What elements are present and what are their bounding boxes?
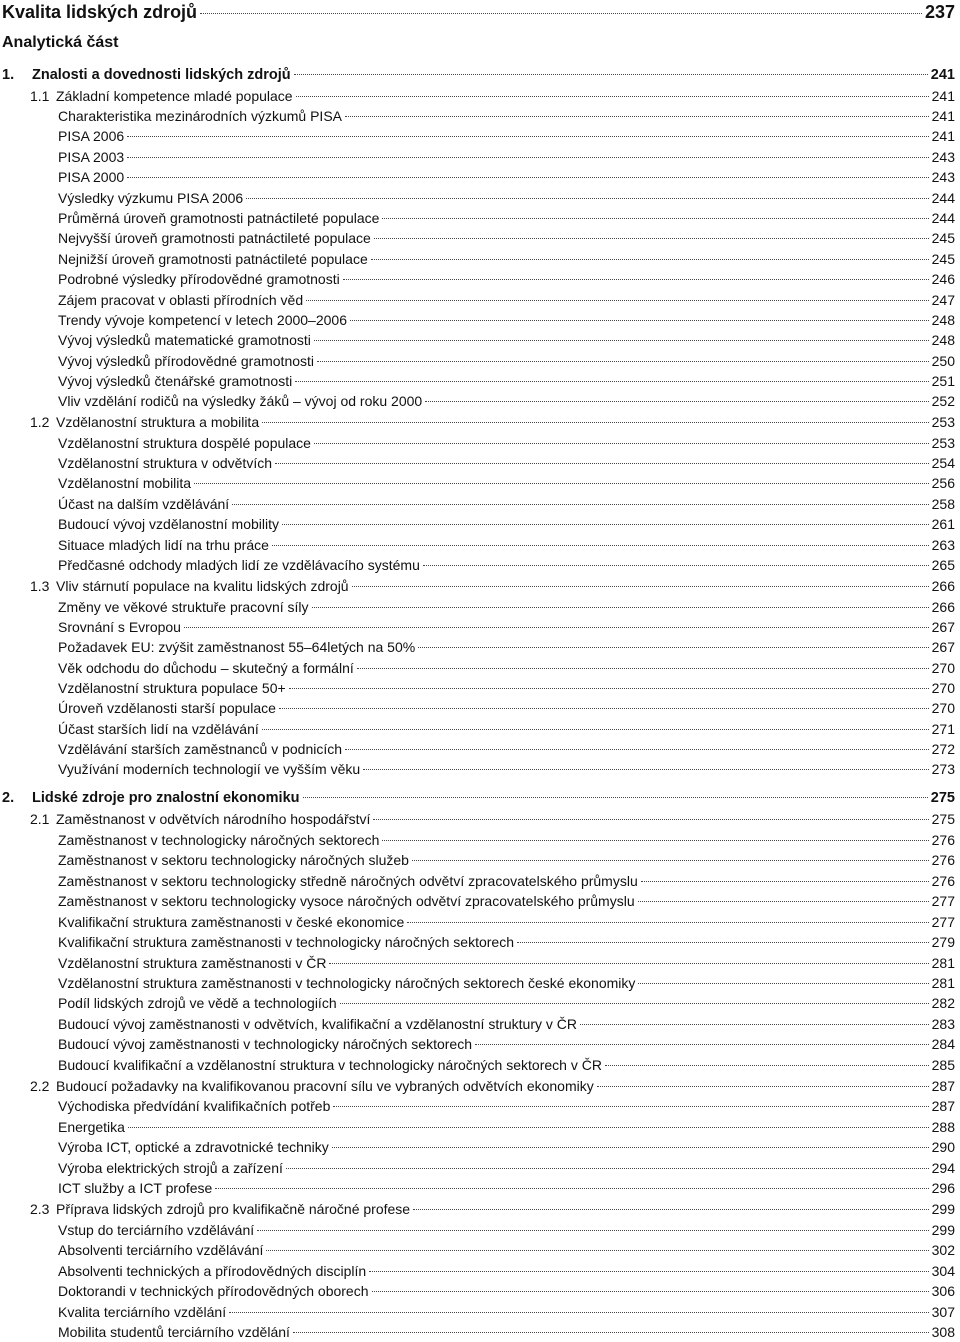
dot-leader	[357, 668, 929, 669]
toc-entry-title: Vzdělávání starších zaměstnanců v podnicích	[58, 741, 343, 757]
toc-entry[interactable]	[58, 993, 955, 1013]
dot-leader	[638, 901, 929, 902]
dot-leader	[374, 238, 929, 239]
toc-entry-title: Výsledky výzkumu PISA 2006	[58, 190, 244, 206]
toc-entry-title: Znalosti a dovednosti lidských zdrojů	[32, 67, 291, 83]
toc-entry-title: Příprava lidských zdrojů pro kvalifikačně náročné profese	[56, 1201, 411, 1217]
toc-entry-page: 306	[931, 1283, 955, 1299]
dot-leader	[127, 177, 928, 178]
toc-entry-title: Lidské zdroje pro znalostní ekonomiku	[32, 790, 300, 806]
toc-entry[interactable]	[30, 1199, 955, 1219]
toc-entry-title: Účast starších lidí na vzdělávání	[58, 721, 259, 737]
toc-entry[interactable]	[58, 698, 955, 718]
toc-entry[interactable]	[58, 953, 955, 973]
dot-leader	[517, 942, 929, 943]
toc-entry[interactable]	[58, 759, 955, 779]
toc-entry[interactable]	[58, 514, 955, 534]
toc-entry[interactable]	[30, 576, 955, 596]
toc-entry-page: 250	[931, 353, 955, 369]
toc-entry-page: 273	[931, 761, 955, 777]
toc-entry-page: 287	[931, 1078, 955, 1094]
toc-entry[interactable]	[58, 310, 955, 330]
dot-leader	[127, 157, 928, 158]
toc-entry-title: Kvalita lidských zdrojů	[2, 2, 198, 22]
toc-entry-page: 244	[931, 210, 955, 226]
toc-entry[interactable]	[58, 1034, 955, 1054]
toc-entry-page: 253	[931, 414, 955, 430]
toc-entry[interactable]	[58, 932, 955, 952]
dot-leader	[407, 922, 928, 923]
toc-entry[interactable]	[58, 453, 955, 473]
toc-entry[interactable]	[30, 412, 955, 432]
dot-leader	[605, 1065, 929, 1066]
toc-entry-title: ICT služby a ICT profese	[58, 1180, 213, 1196]
toc-entry-title: Vývoj výsledků čtenářské gramotnosti	[58, 373, 293, 389]
toc-entry-title: Zaměstnanost v sektoru technologicky vysoce náročných odvětví zpracovatelského průmyslu	[58, 893, 635, 909]
toc-entry[interactable]	[58, 1220, 955, 1240]
toc-entry-title: Úroveň vzdělanosti starší populace	[58, 700, 276, 716]
toc-entry[interactable]	[58, 106, 955, 126]
toc-entry-page: 281	[931, 955, 955, 971]
toc-entry-page: 299	[931, 1201, 955, 1217]
dot-leader	[312, 607, 929, 608]
toc-entry[interactable]	[58, 912, 955, 932]
toc-entry[interactable]	[2, 0, 955, 24]
toc-entry[interactable]	[2, 788, 955, 808]
dot-leader	[127, 136, 928, 137]
toc-entry-page: 288	[931, 1119, 955, 1135]
dot-leader	[262, 729, 929, 730]
toc-entry-page: 243	[931, 169, 955, 185]
dot-leader	[333, 1106, 928, 1107]
toc-entry[interactable]	[58, 494, 955, 514]
dot-leader	[295, 381, 928, 382]
toc-entry-page: 245	[931, 251, 955, 267]
toc-entry-title: Kvalifikační struktura zaměstnanosti v české ekonomice	[58, 914, 405, 930]
toc-entry-title: Mobilita studentů terciárního vzdělání	[58, 1324, 290, 1340]
toc-entry[interactable]	[58, 1014, 955, 1034]
toc-entry-title: Energetika	[58, 1119, 125, 1135]
toc-entry-title: Absolventi terciárního vzdělávání	[58, 1242, 264, 1258]
toc-entry-title: Podrobné výsledky přírodovědné gramotnosti	[58, 271, 340, 287]
dot-leader	[272, 545, 929, 546]
toc-entry-page: 248	[931, 312, 955, 328]
toc-entry-page: 266	[931, 578, 955, 594]
toc-entry-title: Srovnání s Evropou	[58, 619, 181, 635]
toc-entry-title: Budoucí vývoj vzdělanostní mobility	[58, 516, 279, 532]
dot-leader	[314, 443, 929, 444]
toc-entry-title: Výroba ICT, optické a zdravotnické techniky	[58, 1139, 329, 1155]
toc-entry-page: 253	[931, 435, 955, 451]
toc-entry-page: 248	[931, 332, 955, 348]
toc-entry-page: 277	[931, 914, 955, 930]
toc-entry-number: 1.1	[30, 88, 50, 104]
toc-entry-title: Věk odchodu do důchodu – skutečný a formální	[58, 660, 354, 676]
toc-entry[interactable]	[58, 290, 955, 310]
dot-leader	[352, 586, 929, 587]
toc-entry-page: 244	[931, 190, 955, 206]
toc-entry-title: Účast na dalším vzdělávání	[58, 496, 230, 512]
toc-entry[interactable]	[58, 830, 955, 850]
toc-entry-title: Zaměstnanost v odvětvích národního hospodářství	[56, 811, 371, 827]
toc-entry-page: 282	[931, 995, 955, 1011]
toc-entry[interactable]	[58, 1178, 955, 1198]
toc-entry-number: 2.	[2, 790, 15, 806]
toc-entry[interactable]	[58, 473, 955, 493]
toc-entry[interactable]	[58, 1281, 955, 1301]
dot-leader	[128, 1127, 929, 1128]
toc-entry-title: Vstup do terciárního vzdělávání	[58, 1222, 255, 1238]
dot-leader	[229, 1312, 929, 1313]
toc-entry-page: 296	[931, 1180, 955, 1196]
toc-entry[interactable]	[58, 555, 955, 575]
toc-entry[interactable]	[58, 535, 955, 555]
toc-entry-title: Budoucí vývoj zaměstnanosti v technologicky náročných sektorech	[58, 1036, 472, 1052]
toc-entry-page: 245	[931, 230, 955, 246]
dot-leader	[275, 463, 929, 464]
toc-entry-page: 243	[931, 149, 955, 165]
toc-entry-page: 270	[931, 700, 955, 716]
toc-entry[interactable]	[58, 188, 955, 208]
toc-entry[interactable]	[30, 86, 955, 106]
dot-leader	[580, 1024, 929, 1025]
toc-entry-page: 283	[931, 1016, 955, 1032]
dot-leader	[306, 300, 929, 301]
toc-entry[interactable]	[58, 371, 955, 391]
toc-entry-page: 307	[931, 1304, 955, 1320]
toc-entry[interactable]	[58, 658, 955, 678]
dot-leader	[294, 74, 928, 75]
toc-entry-title: Absolventi technických a přírodovědných disciplín	[58, 1263, 367, 1279]
toc-entry-title: Analytická část	[2, 34, 119, 51]
toc-entry-title: Vzdělanostní struktura zaměstnanosti v technologicky náročných sektorech české ekonomiky	[58, 975, 636, 991]
toc-entry-page: 284	[931, 1036, 955, 1052]
dot-leader	[317, 361, 929, 362]
dot-leader	[412, 860, 929, 861]
toc-entry[interactable]	[58, 1240, 955, 1260]
toc-entry-page: 241	[931, 128, 955, 144]
dot-leader	[363, 769, 928, 770]
dot-leader	[413, 1209, 929, 1210]
toc-entry-title: Situace mladých lidí na trhu práce	[58, 537, 269, 553]
dot-leader	[382, 218, 928, 219]
toc-entry-title: Vzdělanostní struktura v odvětvích	[58, 455, 272, 471]
toc-entry[interactable]	[58, 228, 955, 248]
toc-entry[interactable]	[58, 167, 955, 187]
toc-entry-number: 1.3	[30, 578, 50, 594]
toc-entry-title: Východiska předvídání kvalifikačních potřeb	[58, 1098, 331, 1114]
toc-entry-title: Doktorandi v technických přírodovědných oborech	[58, 1283, 369, 1299]
toc-entry-page: 241	[931, 108, 955, 124]
toc-entry[interactable]	[58, 973, 955, 993]
dot-leader	[373, 819, 928, 820]
toc-entry-title: Budoucí kvalifikační a vzdělanostní struktura v technologicky náročných sektorech v ČR	[58, 1057, 602, 1073]
toc-entry[interactable]	[58, 1117, 955, 1137]
toc-entry-number: 2.2	[30, 1078, 50, 1094]
toc-entry[interactable]	[58, 249, 955, 269]
toc-entry-title: Vzdělanostní struktura zaměstnanosti v ČR	[58, 955, 327, 971]
toc-entry-title: Změny ve věkové struktuře pracovní síly	[58, 599, 309, 615]
toc-entry-title: Zájem pracovat v oblasti přírodních věd	[58, 292, 304, 308]
dot-leader	[289, 688, 929, 689]
toc-entry-page: 276	[931, 852, 955, 868]
toc-entry-page: 270	[931, 680, 955, 696]
toc-entry-page: 276	[931, 832, 955, 848]
toc-entry[interactable]	[58, 1137, 955, 1157]
dot-leader	[343, 279, 929, 280]
toc-entry[interactable]	[58, 1096, 955, 1116]
toc-entry-page: 276	[931, 873, 955, 889]
dot-leader	[597, 1086, 929, 1087]
toc-entry[interactable]	[58, 1261, 955, 1281]
toc-entry-page: 275	[931, 811, 955, 827]
toc-entry-page: 241	[930, 67, 955, 83]
toc-entry[interactable]	[58, 1055, 955, 1075]
toc-entry-title: Předčasné odchody mladých lidí ze vzdělávacího systému	[58, 557, 420, 573]
toc-entry[interactable]	[58, 617, 955, 637]
toc-entry-title: Kvalita terciárního vzdělání	[58, 1304, 227, 1320]
toc-entry-page: 308	[931, 1324, 955, 1340]
toc-entry[interactable]	[58, 147, 955, 167]
toc-entry-title: Zaměstnanost v technologicky náročných sektorech	[58, 832, 380, 848]
toc-entry-title: Vývoj výsledků přírodovědné gramotnosti	[58, 353, 315, 369]
toc-entry-title: Využívání moderních technologií ve vyšším věku	[58, 761, 361, 777]
dot-leader	[262, 422, 929, 423]
dot-leader	[638, 983, 928, 984]
toc-entry-page: 265	[931, 557, 955, 573]
dot-leader	[184, 627, 929, 628]
dot-leader	[279, 708, 929, 709]
toc-entry-page: 251	[931, 373, 955, 389]
dot-leader	[371, 259, 929, 260]
toc-entry-page: 237	[924, 2, 955, 22]
toc-entry-title: Kvalifikační struktura zaměstnanosti v technologicky náročných sektorech	[58, 934, 514, 950]
toc-entry[interactable]	[58, 351, 955, 371]
toc-entry-title: Vzdělanostní struktura dospělé populace	[58, 435, 311, 451]
toc-entry-page: 263	[931, 537, 955, 553]
toc-entry-page: 270	[931, 660, 955, 676]
toc-entry-page: 272	[931, 741, 955, 757]
toc-entry[interactable]	[58, 126, 955, 146]
toc-entry-title: Vliv vzdělání rodičů na výsledky žáků – vývoj od roku 2000	[58, 393, 423, 409]
toc-entry-title: Zaměstnanost v sektoru technologicky náročných služeb	[58, 852, 409, 868]
toc-entry-page: 304	[931, 1263, 955, 1279]
toc-entry-title: Požadavek EU: zvýšit zaměstnanost 55–64letých na 50%	[58, 639, 416, 655]
toc-entry-page: 271	[931, 721, 955, 737]
toc-entry-title: Charakteristika mezinárodních výzkumů PISA	[58, 108, 342, 124]
toc-entry-title: Podíl lidských zdrojů ve vědě a technologiích	[58, 995, 337, 1011]
toc-entry-number: 1.	[2, 67, 15, 83]
dot-leader	[418, 647, 928, 648]
toc-entry-page: 267	[931, 639, 955, 655]
toc-entry[interactable]	[2, 65, 955, 85]
toc-entry-page: 285	[931, 1057, 955, 1073]
dot-leader	[345, 749, 929, 750]
dot-leader	[340, 1003, 929, 1004]
dot-leader	[475, 1044, 929, 1045]
toc-entry-title: Vzdělanostní struktura a mobilita	[56, 414, 260, 430]
toc-entry-number: 2.1	[30, 811, 50, 827]
toc-entry-page: 254	[931, 455, 955, 471]
dot-leader	[369, 1271, 928, 1272]
toc-entry-title: PISA 2006	[58, 128, 125, 144]
toc-entry-page: 277	[931, 893, 955, 909]
toc-entry[interactable]	[58, 208, 955, 228]
toc-entry-page: 247	[931, 292, 955, 308]
toc-entry-title: Nejnižší úroveň gramotnosti patnáctileté populace	[58, 251, 368, 267]
toc-entry-page: 256	[931, 475, 955, 491]
toc-entry-title: Vývoj výsledků matematické gramotnosti	[58, 332, 311, 348]
dot-leader	[345, 116, 929, 117]
toc-entry[interactable]	[58, 391, 955, 411]
toc-entry[interactable]	[58, 891, 955, 911]
dot-leader	[350, 320, 929, 321]
toc-entry-title: Vliv stárnutí populace na kvalitu lidských zdrojů	[56, 578, 349, 594]
toc-entry[interactable]	[2, 33, 955, 53]
dot-leader	[194, 483, 929, 484]
toc-entry-page: 275	[930, 790, 955, 806]
toc-entry-title: Základní kompetence mladé populace	[56, 88, 293, 104]
toc-entry-page: 279	[931, 934, 955, 950]
dot-leader	[423, 565, 929, 566]
toc-entry-page: 290	[931, 1139, 955, 1155]
dot-leader	[296, 96, 929, 97]
toc-entry[interactable]	[58, 850, 955, 870]
toc-entry[interactable]	[58, 269, 955, 289]
dot-leader	[246, 198, 928, 199]
toc-entry[interactable]	[58, 739, 955, 759]
toc-entry-title: PISA 2003	[58, 149, 125, 165]
dot-leader	[200, 13, 922, 14]
dot-leader	[293, 1332, 929, 1333]
toc-entry-page: 267	[931, 619, 955, 635]
dot-leader	[382, 840, 928, 841]
toc-entry[interactable]	[30, 1076, 955, 1096]
toc-entry-page: 299	[931, 1222, 955, 1238]
toc-entry[interactable]	[58, 637, 955, 657]
dot-leader	[332, 1147, 929, 1148]
toc-entry[interactable]	[58, 871, 955, 891]
dot-leader	[641, 881, 929, 882]
toc-entry-title: Nejvyšší úroveň gramotnosti patnáctileté populace	[58, 230, 371, 246]
toc-entry-title: Zaměstnanost v sektoru technologicky středně náročných odvětví zpracovatelského průmyslu	[58, 873, 638, 889]
dot-leader	[257, 1230, 929, 1231]
toc-entry-title: Vzdělanostní mobilita	[58, 475, 192, 491]
toc-entry-page: 302	[931, 1242, 955, 1258]
toc-entry-page: 261	[931, 516, 955, 532]
toc-entry-title: Budoucí vývoj zaměstnanosti v odvětvích, kvalifikační a vzdělanostní struktury v ČR	[58, 1016, 578, 1032]
dot-leader	[282, 524, 929, 525]
toc-entry-title: Vzdělanostní struktura populace 50+	[58, 680, 286, 696]
toc-entry-number: 1.2	[30, 414, 50, 430]
dot-leader	[286, 1168, 929, 1169]
toc-entry-page: 246	[931, 271, 955, 287]
toc-entry[interactable]	[58, 1158, 955, 1178]
dot-leader	[372, 1291, 929, 1292]
dot-leader	[266, 1250, 928, 1251]
dot-leader	[303, 797, 928, 798]
toc-entry[interactable]	[58, 597, 955, 617]
dot-leader	[425, 401, 928, 402]
toc-entry-page: 294	[931, 1160, 955, 1176]
dot-leader	[232, 504, 928, 505]
toc-entry-number: 2.3	[30, 1201, 50, 1217]
toc-entry[interactable]	[58, 433, 955, 453]
toc-entry-title: Průměrná úroveň gramotnosti patnáctileté populace	[58, 210, 380, 226]
toc-entry[interactable]	[58, 330, 955, 350]
dot-leader	[329, 963, 928, 964]
toc-entry-page: 266	[931, 599, 955, 615]
dot-leader	[215, 1188, 928, 1189]
toc-entry-title: Trendy vývoje kompetencí v letech 2000–2006	[58, 312, 347, 328]
toc-entry-page: 252	[931, 393, 955, 409]
toc-entry-page: 258	[931, 496, 955, 512]
toc-entry[interactable]	[58, 1322, 955, 1342]
toc-entry[interactable]	[30, 809, 955, 829]
toc-entry-title: Výroba elektrických strojů a zařízení	[58, 1160, 283, 1176]
toc-entry-title: PISA 2000	[58, 169, 125, 185]
toc-entry-page: 241	[931, 88, 955, 104]
dot-leader	[314, 340, 929, 341]
toc-entry-page: 281	[931, 975, 955, 991]
toc-entry[interactable]	[58, 1302, 955, 1322]
toc-entry-title: Budoucí požadavky na kvalifikovanou pracovní sílu ve vybraných odvětvích ekonomiky	[56, 1078, 594, 1094]
toc-entry[interactable]	[58, 678, 955, 698]
toc-entry-page: 287	[931, 1098, 955, 1114]
toc-entry[interactable]	[58, 719, 955, 739]
